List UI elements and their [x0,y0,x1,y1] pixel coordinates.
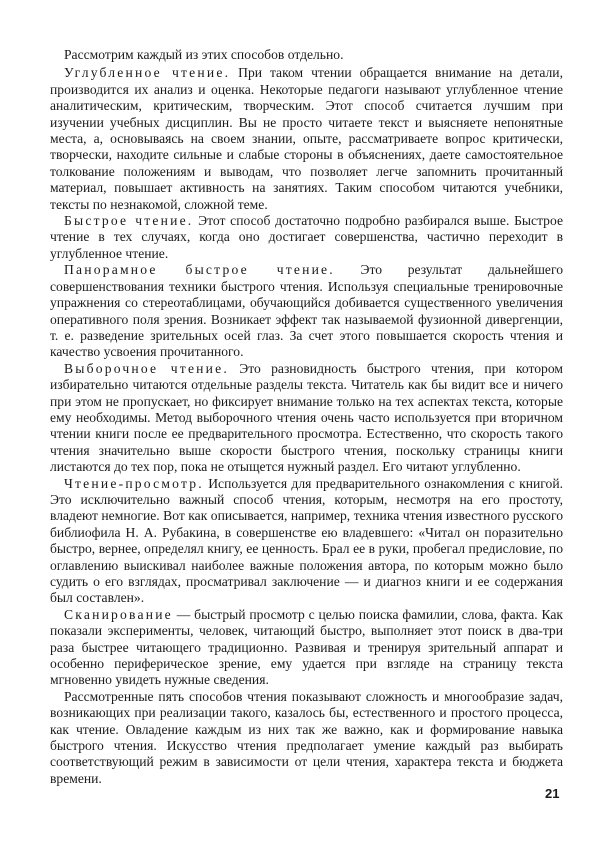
text-selective-reading: Это разновидность быстрого чтения, при котором избирательно читаются отдельные разделы текста. Читатель как бы видит все и ничего при этом не пропускает, но фиксирует внимание только на тех аспектах текста, которые ему необходимы. Метод выборочного чтения очень часто используется при вторичном чтении книги после ее предварительного просмотра. Естественно, что скорость такого чтения значительно выше скорости быстрого чтения, поскольку страницы книги листаются до тех пор, пока не отыщется нужный раздел. Его читают углубленно. [50,360,563,475]
text-panoramic-reading: Это результат дальнейшего совершенствования техники быстрого чтения. Используя специальные тренировочные упражнения со стереотаблицами, обучающийся добивается существенного увеличения оперативного поля зрения. Возникает эффект так называемой фузионной дивергенции, т. е. разведение зрительных осей глаз. За счет этого повышается скорость чтения и качество усвоения прочитанного. [50,262,563,360]
term-fast-reading: Быстрое чтение. [64,213,194,229]
term-panoramic-reading: Панорамное быстрое чтение. [64,262,335,278]
paragraph-scanning [50,607,563,689]
paragraph-deep-reading [50,65,563,213]
page-text-block [50,47,563,787]
text-fast-reading: Этот способ достаточно подробно разбирался выше. Быстрое чтение в тех случаях, когда оно достигает совершенства, частично переходит в углубленное чтение. [50,213,563,261]
conclusion-paragraph: Рассмотренные пять способов чтения показывают сложность и многообразие задач, возникающих при реализации такого, казалось бы, естественного и простого процесса, как чтение. Овладение каждым из них так же важно, как и формирование навыка быстрого чтения. Искусство чтения предполагает умение каждый раз выбирать соответствующий режим в зависимости от цели чтения, характера текста и бюджета времени. [50,688,563,786]
page-number: 21 [545,786,560,801]
paragraph-selective-reading [50,361,563,476]
intro-paragraph: Рассмотрим каждый из этих способов отдельно. [64,47,344,62]
paragraph-preview-reading [50,476,563,607]
paragraph-panoramic-reading [50,262,563,360]
text-deep-reading: При таком чтении обращается внимание на детали, производится их анализ и оценка. Некоторые педагоги называют углубленное чтение аналитическим, критическим, творческим. Этот способ считается лучшим при изучении учебных дисциплин. Вы не просто читаете текст и выясняете непонятные места, а, основываясь на своем знании, опыте, рассматриваете вопрос критически, творчески, находите сильные и слабые стороны в объяснениях, даете самостоятельное толкование положениям и выводам, что позволяет легче запомнить прочитанный материал, повышает активность на занятиях. Таким способом читаются учебники, тексты по незнакомой, сложной теме. [50,65,563,212]
term-preview-reading: Чтение-просмотр. [64,475,204,491]
term-scanning: Сканирование [64,606,173,622]
text-preview-reading: Используется для предварительного ознакомления с книгой. Это исключительно важный способ чтения, которым, несмотря на его простоту, владеют немногие. Вот как описывается, например, техника чтения известного русского библиофила Н. А. Рубакина, в совершенстве ею владевшего: «Читал он поразительно быстро, вернее, определял книгу, ее ценность. Брал ее в руки, пробегал предисловие, по оглавлению выискивал наиболее важные положения автора, по которым можно было судить о его взглядах, просматривал заключение — и диагноз книги и ее содержания был составлен». [50,475,563,606]
paragraph-fast-reading [50,213,563,262]
text-scanning: — быстрый просмотр с целью поиска фамилии, слова, факта. Как показали эксперименты, человек, читающий быстро, выполняет этот поиск в два-три раза быстрее читающего традиционно. Развивая и тренируя зрительный аппарат и особенно периферическое зрение, ему удается при взгляде на страницу текста мгновенно увидеть нужные сведения. [50,606,563,688]
term-deep-reading: Углубленное чтение. [64,65,231,81]
term-selective-reading: Выборочное чтение. [64,360,229,376]
